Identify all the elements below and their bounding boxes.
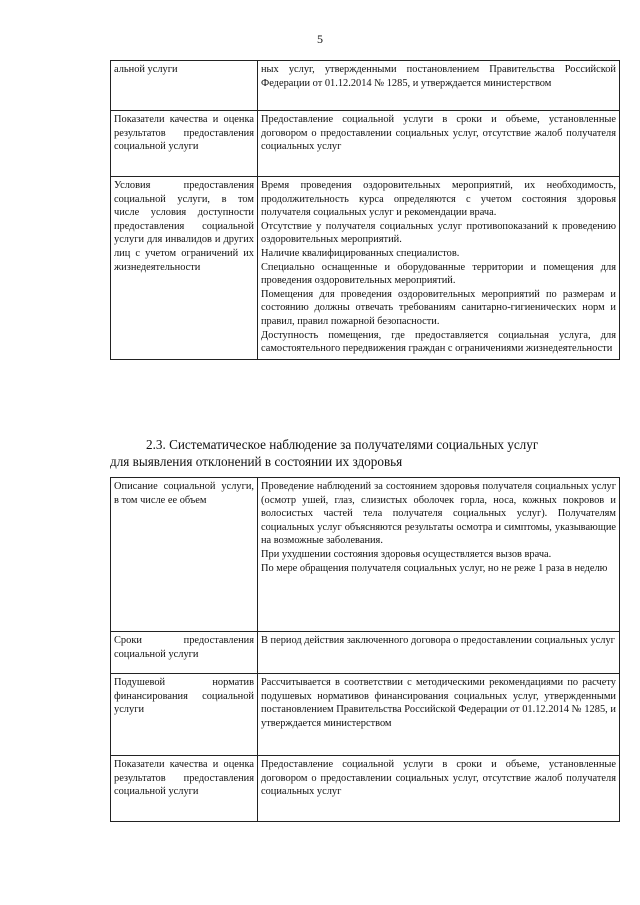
row-value-paragraph: В период действия заключенного договора о предоставлении социальных услуг: [261, 635, 615, 646]
row-label: Сроки предоставления социальной услуги: [111, 632, 258, 674]
row-value: [258, 61, 620, 111]
row-value-paragraph: Наличие квалифицированных специалистов.: [261, 247, 460, 259]
row-label: Условия предоставления социальной услуги, в том числе условия доступности предоставления социальной услуги для инвалидов и других лиц с учетом ограничений их жизнедеятельности: [111, 177, 258, 360]
row-label: Подушевой норматив финансирования социальной услуги: [111, 674, 258, 756]
row-value: [258, 177, 620, 360]
table-row: [111, 478, 620, 632]
row-value-paragraph: По мере обращения получателя социальных услуг, но не реже 1 раза в неделю: [261, 562, 608, 574]
table-row: [111, 61, 620, 111]
table-row: [111, 632, 620, 674]
row-value-paragraph: При ухудшении состояния здоровья осуществляется вызов врача.: [261, 548, 552, 560]
table-row: [111, 177, 620, 360]
row-value-paragraph: Специально оснащенные и оборудованные территории и помещения для проведения оздоровительных мероприятий.: [261, 261, 616, 287]
page-number: 5: [317, 32, 323, 46]
section-heading-line: для выявления отклонений в состоянии их здоровья: [110, 454, 403, 469]
row-value-paragraph: ных услуг, утвержденными постановлением Правительства Российской Федерации от 01.12.2014 № 1285, и утверждается министерством: [261, 64, 616, 89]
row-value-paragraph: Предоставление социальной услуги в сроки и объеме, установленные договором о предоставлении социальных услуг, отсутствие жалоб получателя социальных услуг: [261, 759, 616, 798]
table-row: [111, 756, 620, 822]
table-row: [111, 111, 620, 177]
row-value-paragraph: Доступность помещения, где предоставляется социальная услуга, для самостоятельного передвижения граждан с ограничениями жизнедеятельности: [261, 329, 616, 355]
row-value: [258, 756, 620, 822]
row-label: альной услуги: [111, 61, 258, 111]
section-heading: [110, 436, 620, 470]
section-heading-line: 2.3. Систематическое наблюдение за получателями социальных услуг: [146, 437, 539, 452]
row-value-paragraph: Помещения для проведения оздоровительных мероприятий по размерам и состоянию должны отвечать требованиям санитарно-гигиенических норм и правил, правил пожарной безопасности.: [261, 288, 616, 327]
service-table-2-3: [110, 477, 620, 822]
row-value: [258, 478, 620, 632]
row-label: Показатели качества и оценка результатов предоставления социальной услуги: [111, 756, 258, 822]
row-value-paragraph: Проведение наблюдений за состоянием здоровья получателя социальных услуг (осмотр ушей, глаз, слизистых оболочек горла, носа, кожных покровов и волосистых частей тела получателя социальных услуг). Получателям социальных услуг объясняются результаты осмотра и симптомы, указывающие на возможные заболевания.: [261, 481, 616, 547]
service-table-continued: [110, 60, 620, 360]
row-value-paragraph: Рассчитывается в соответствии с методическими рекомендациями по расчету подушевых нормативов финансирования социальных услуг, утвержденными постановлением Правительства Российской Федерации от 01.12.2014 № 1285, и утверждается министерством: [261, 677, 616, 729]
table-row: [111, 674, 620, 756]
row-value: [258, 674, 620, 756]
row-value: [258, 632, 620, 674]
row-value-paragraph: Время проведения оздоровительных мероприятий, их необходимость, продолжительность курса определяются с учетом состояния здоровья получателя социальных услуг и рекомендации врача.: [261, 180, 616, 219]
row-label: Описание социальной услуги, в том числе ее объем: [111, 478, 258, 632]
row-value-paragraph: Отсутствие у получателя социальных услуг противопоказаний к проведению оздоровительных мероприятий.: [261, 220, 616, 246]
row-value: [258, 111, 620, 177]
row-value-paragraph: Предоставление социальной услуги в сроки и объеме, установленные договором о предоставлении социальных услуг, отсутствие жалоб получателя социальных услуг: [261, 114, 616, 153]
row-label: Показатели качества и оценка результатов предоставления социальной услуги: [111, 111, 258, 177]
